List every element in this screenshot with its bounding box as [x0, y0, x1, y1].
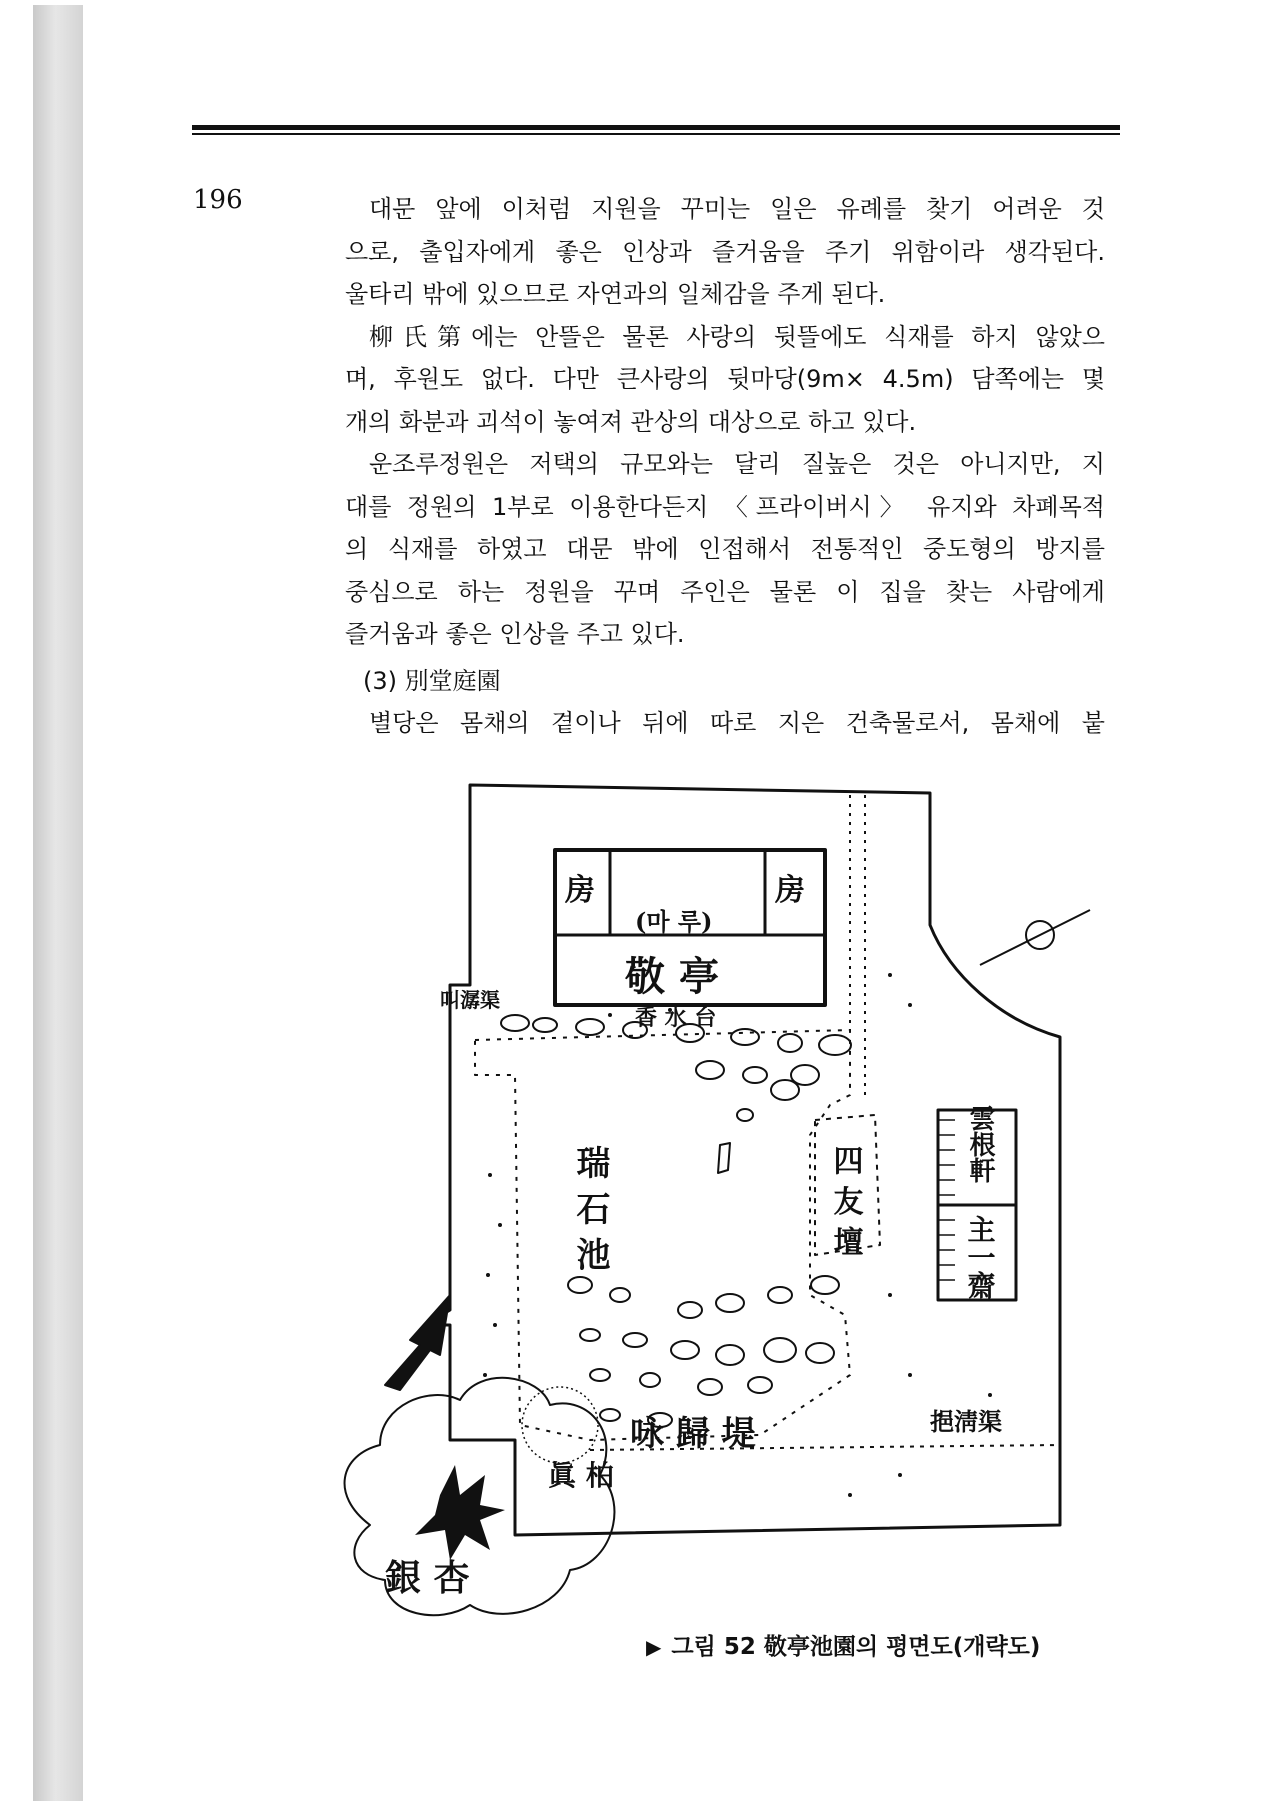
text-line: 울타리 밖에 있으므로 자연과의 일체감을 주게 된다.	[345, 280, 886, 308]
text-line: 으로, 출입자에게 좋은 인상과 즐거움을 주기 위함이라 생각된다.	[345, 237, 1105, 266]
label-pavilion: 敬 亭	[625, 953, 719, 1000]
text-line: 개의 화분과 괴석이 놓여져 관상의 대상으로 하고 있다.	[345, 407, 917, 436]
label-building-bottom: 主一齋	[963, 1215, 997, 1299]
header-rule-thin	[192, 133, 1120, 135]
page-number: 196	[193, 185, 243, 215]
garden-plan-figure	[290, 775, 1110, 1625]
body-text	[345, 188, 1105, 745]
label-channel-left: 叫潺渠	[440, 988, 500, 1012]
label-altar: 四 友 壇	[827, 1145, 863, 1256]
text-line: 의 식재를 하였고 대문 밖에 인접해서 전통적인 중도형의 방지를	[345, 535, 1105, 563]
label-embankment: 咏 歸 堤	[630, 1414, 756, 1454]
text-line: 즐거움과 좋은 인상을 주고 있다.	[345, 620, 685, 648]
label-room-left: 房	[565, 873, 595, 908]
label-pond: 瑞 石 池	[570, 1145, 610, 1271]
text-line: 柳氏第에는 안뜰은 물론 사랑의 뒷뜰에도 식재를 하지 않았으	[369, 322, 1105, 351]
caption-text: 그림 52 敬亭池園의 평면도(개략도)	[671, 1634, 1041, 1660]
text-line: 중심으로 하는 정원을 꾸며 주인은 물론 이 집을 찾는 사람에게	[345, 577, 1105, 606]
text-line: 별당은 몸채의 곁이나 뒤에 따로 지은 건축물로서, 몸채에 붙	[369, 709, 1105, 737]
ginkgo-trunk	[415, 1465, 505, 1560]
label-ginkgo: 銀 杏	[385, 1557, 470, 1599]
book-spine-edge	[33, 5, 84, 1801]
entrance-arrow-icon	[385, 1295, 450, 1390]
label-room-right: 房	[775, 873, 805, 908]
label-tree-left: 眞 柏	[548, 1459, 614, 1492]
label-maru: (마 루)	[635, 907, 713, 936]
caption-marker-icon: ▶	[646, 1635, 662, 1659]
text-line: 대문 앞에 이처럼 지원을 꾸미는 일은 유례를 찾기 어려운 것	[369, 195, 1105, 223]
header-rule	[192, 125, 1120, 130]
text-line: 대를 정원의 1부로 이용한다든지 〈프라이버시〉 유지와 차폐목적	[345, 492, 1105, 521]
text-line: 며, 후원도 없다. 다만 큰사랑의 뒷마당(9m× 4.5m) 담쪽에는 몇	[345, 365, 1105, 393]
text-line: 운조루정원은 저택의 규모와는 달리 질높은 것은 아니지만, 지	[369, 450, 1105, 478]
label-channel-right: 挹淸渠	[930, 1407, 1002, 1436]
pond-outline	[475, 1030, 850, 1440]
label-building-top: 雲根軒	[965, 1105, 995, 1183]
section-heading: (3) 別堂庭園	[363, 666, 501, 695]
figure-caption	[646, 1628, 1040, 1661]
label-pavilion-base: 香 水 台	[635, 1005, 717, 1031]
